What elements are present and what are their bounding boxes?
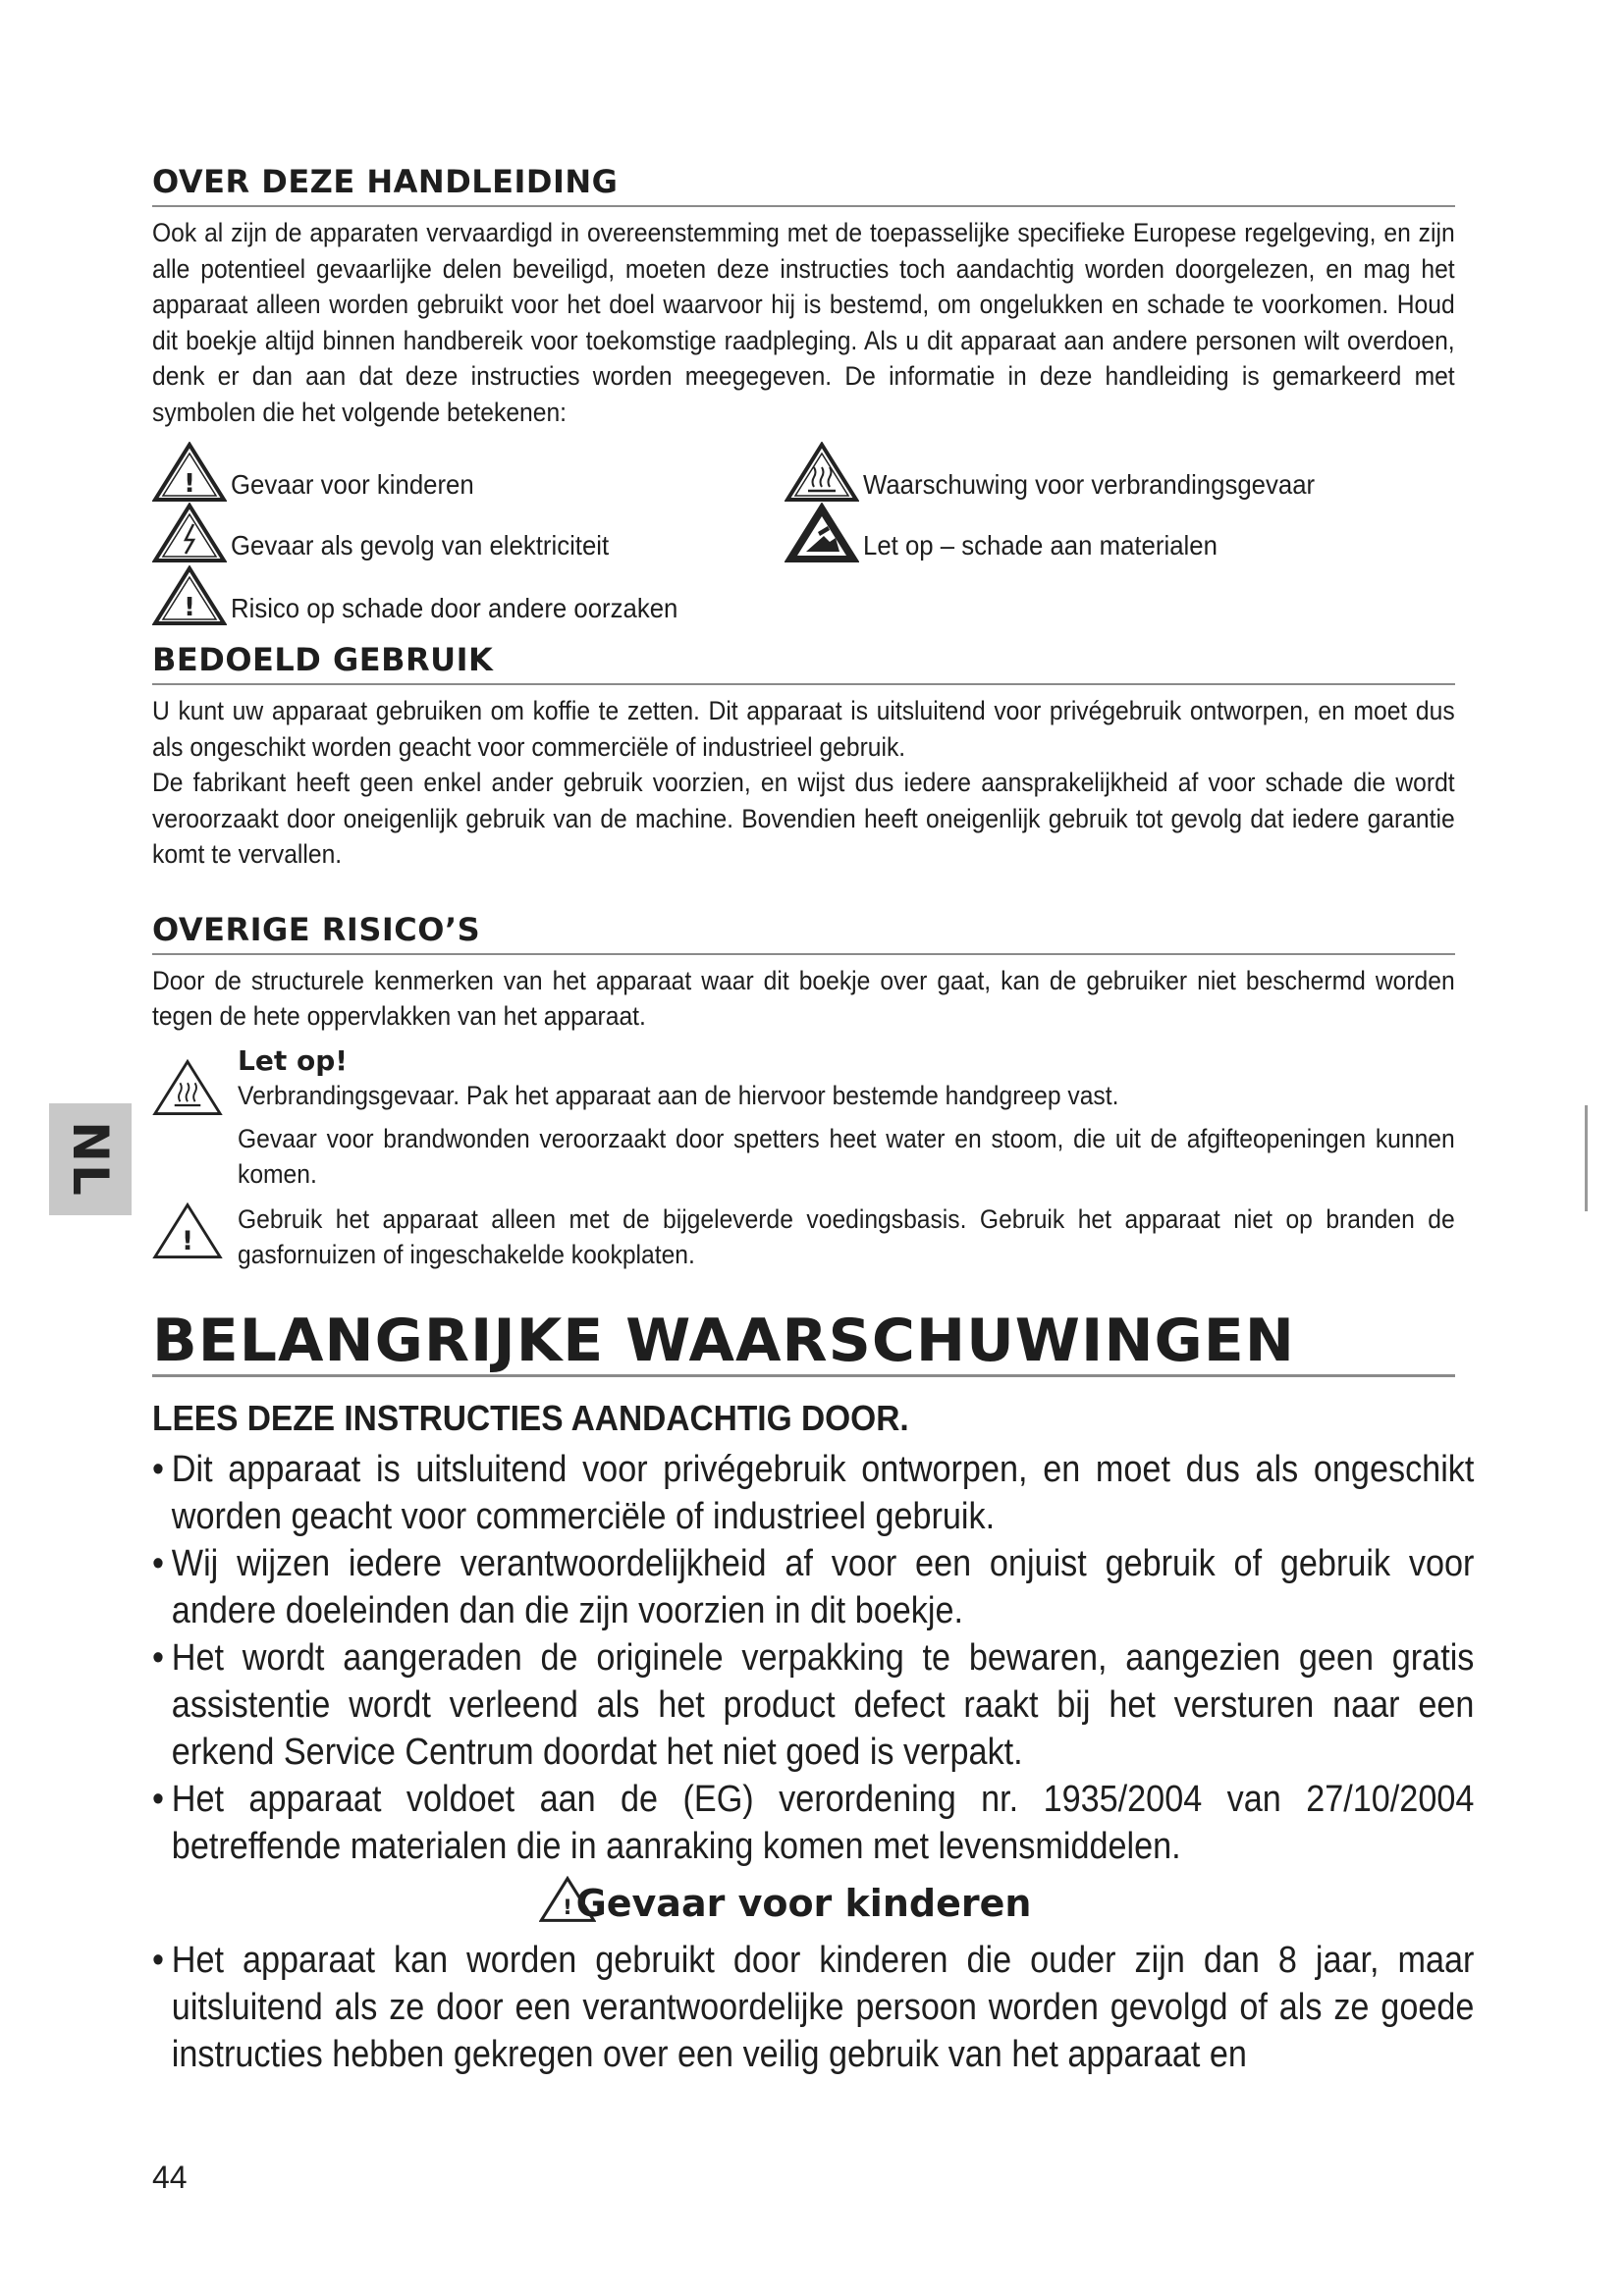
material-damage-icon — [785, 503, 859, 563]
symbol-burns — [785, 442, 1354, 503]
intended-use-text-1: U kunt uw apparaat gebruiken om koffie te zetten. Dit apparaat is uitsluitend voor privégebruik ontworpen, en moet dus als ongeschikt worden geacht voor commerciële of industrieel gebruik. — [152, 696, 1455, 762]
risks-text: Door de structurele kenmerken van het apparaat waar dit boekje over gaat, kan de gebruiker niet beschermd worden tegen de hete oppervlakken van het apparaat. — [152, 965, 1455, 1031]
warning-block — [152, 1044, 1455, 1272]
warning-title: Let op! — [238, 1043, 349, 1077]
warning-exclamation-icon — [152, 442, 227, 503]
language-tab — [49, 1103, 132, 1215]
page-number: 44 — [152, 2160, 188, 2195]
symbol-children-label: Gevaar voor kinderen — [231, 469, 474, 500]
children-heading-text: Gevaar voor kinderen — [575, 1881, 1032, 1925]
intended-use-heading: BEDOELD GEBRUIK — [152, 640, 1455, 685]
symbol-electricity — [152, 503, 642, 563]
symbol-burns-label: Waarschuwing voor verbrandingsgevaar — [863, 469, 1316, 500]
electricity-warning-icon — [152, 503, 227, 563]
symbol-electricity-label: Gevaar als gevolg van elektriciteit — [231, 530, 610, 561]
warning-exclamation-icon — [539, 1876, 596, 1923]
svg-text:!: ! — [563, 1895, 572, 1920]
list-item: • Het wordt aangeraden de originele verpakking te bewaren, aangezien geen gratis assistentie wordt verleend als het product defect raakt bij het versturen naar een erkend Service Centrum doordat het niet goed is verpakt. — [152, 1634, 1474, 1776]
intended-use-text-2: De fabrikant heeft geen enkel ander gebruik voorzien, en wijst dus iedere aansprakelijkheid af voor schade die wordt veroorzaakt door oneigenlijk gebruik van de machine. Bovendien heeft oneigenlijk gebruik tot gevolg dat iedere garantie komt te vervallen. — [152, 768, 1455, 869]
about-text: Ook al zijn de apparaten vervaardigd in overeenstemming met de toepasselijke specifieke Europese regelgeving, en zijn alle potentieel gevaarlijke delen beveiligd, moeten deze instructies toch aandachtig worden doorgelezen, en mag het apparaat alleen worden gebruikt voor het doel waarvoor hij is bestemd, om ongelukken en schade te voorkomen. Houd dit boekje altijd binnen handbereik voor toekomstige raadpleging. Als u dit apparaat aan andere personen wilt overdoen, denk er dan aan dat deze instructies worden meegegeven. De informatie in deze handleiding is gemarkeerd met symbolen die het volgende betekenen: — [152, 218, 1455, 427]
symbol-other — [152, 565, 717, 626]
important-list — [152, 1446, 1475, 1870]
margin-marker — [1585, 1105, 1588, 1211]
warning-text-3: Gebruik het apparaat alleen met de bijgeleverde voedingsbasis. Gebruik het apparaat niet op branden de gasfornuizen of ingeschakelde kookplaten. — [238, 1203, 1455, 1269]
symbol-materials-label: Let op – schade aan materialen — [863, 530, 1218, 561]
symbol-children — [152, 442, 495, 503]
symbol-materials — [785, 503, 1248, 563]
warning-exclamation-icon — [152, 1201, 223, 1260]
symbol-legend — [152, 442, 1455, 626]
content — [152, 162, 1475, 2078]
hot-surface-icon — [152, 1058, 223, 1117]
important-heading: BELANGRIJKE WAARSCHUWINGEN — [152, 1308, 1455, 1377]
children-list — [152, 1937, 1475, 2078]
warning-exclamation-icon — [152, 565, 227, 626]
svg-text:!: ! — [181, 1225, 194, 1256]
list-item: • Het apparaat kan worden gebruikt door kinderen die ouder zijn dan 8 jaar, maar uitsluitend als ze door een verantwoordelijke persoon worden gevolgd of als ze goede instructies hebben gekregen over een veilig gebruik van het apparaat en — [152, 1937, 1474, 2078]
svg-text:!: ! — [184, 469, 195, 499]
about-heading: OVER DEZE HANDLEIDING — [152, 162, 1455, 207]
svg-text:!: ! — [184, 593, 195, 622]
language-tab-label: NL — [62, 1121, 119, 1198]
list-item: • Dit apparaat is uitsluitend voor privégebruik ontworpen, en moet dus als ongeschikt worden geacht voor commerciële of industrieel gebruik. — [152, 1446, 1474, 1540]
warning-text-1: Verbrandingsgevaar. Pak het apparaat aan de hiervoor bestemde handgreep vast. — [238, 1080, 1119, 1110]
list-item: • Het apparaat voldoet aan de (EG) verordening nr. 1935/2004 van 27/10/2004 betreffende materialen die in aanraking komen met levensmiddelen. — [152, 1776, 1474, 1870]
symbol-other-label: Risico op schade door andere oorzaken — [231, 593, 678, 623]
hot-surface-icon — [785, 442, 859, 503]
warning-text-2: Gevaar voor brandwonden veroorzaakt door spetters heet water en stoom, die uit de afgifteopeningen kunnen komen. — [238, 1123, 1455, 1189]
children-heading — [152, 1882, 1455, 1931]
important-subheading: LEES DEZE INSTRUCTIES AANDACHTIG DOOR. — [152, 1397, 909, 1438]
risks-heading: OVERIGE RISICO’S — [152, 910, 1455, 955]
list-item: • Wij wijzen iedere verantwoordelijkheid af voor een onjuist gebruik of gebruik voor andere doeleinden dan die zijn voorzien in dit boekje. — [152, 1540, 1474, 1634]
